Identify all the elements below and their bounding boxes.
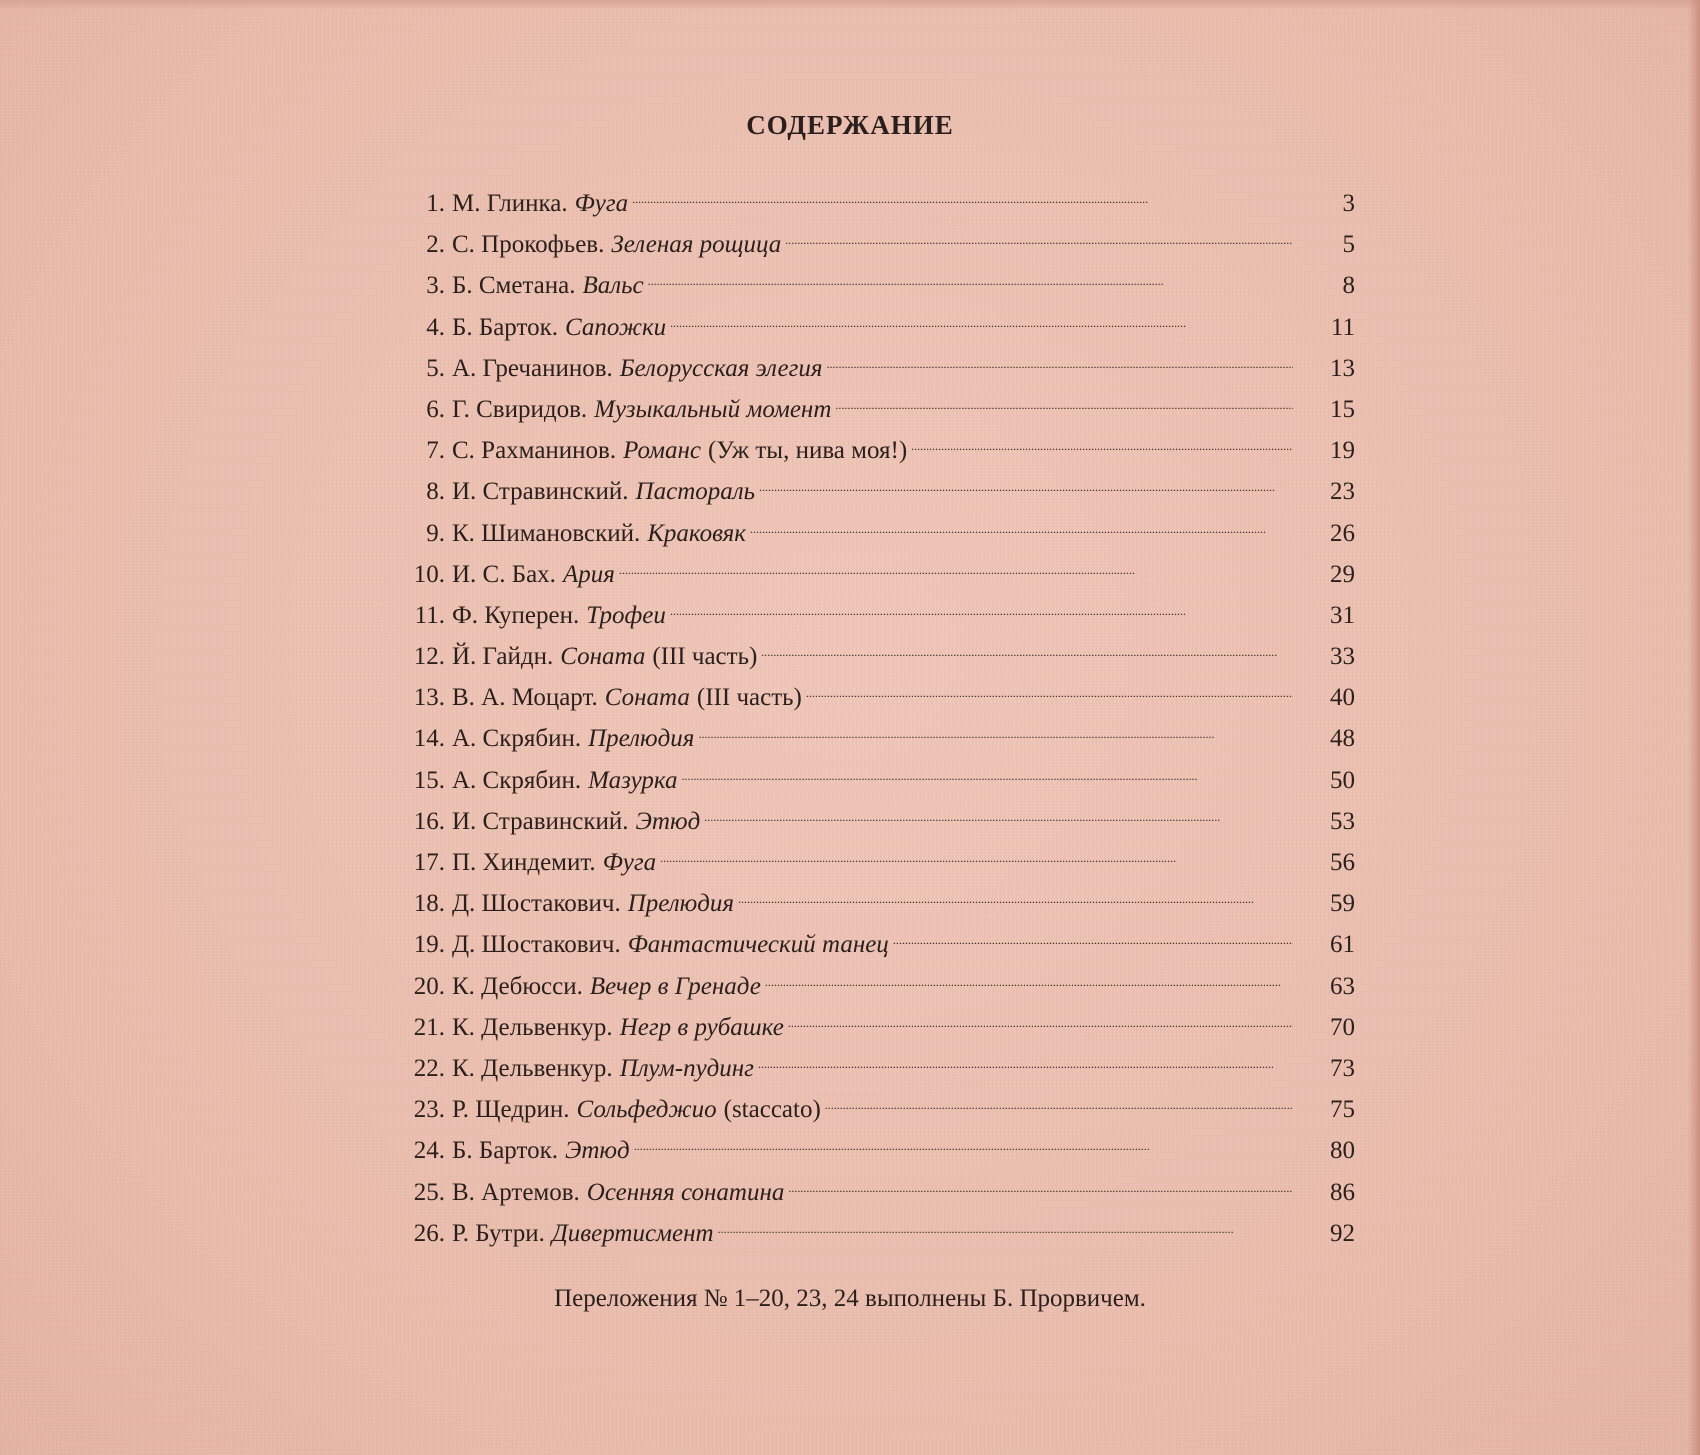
page-top-edge: [0, 0, 1700, 10]
toc-entry: [400, 721, 1355, 762]
entry-work-title: Негр в рубашке: [619, 1013, 784, 1041]
entry-page-number: 73: [1330, 1054, 1355, 1082]
toc-entry: [400, 680, 1355, 721]
entry-number: 21.: [413, 1013, 445, 1041]
entry-composer: И. С. Бах.: [452, 560, 556, 588]
entry-composer: И. Стравинский.: [452, 478, 629, 506]
entry-work-title: Ария: [562, 560, 615, 588]
entry-composer: К. Дебюсси.: [452, 972, 583, 1000]
dot-leader: [698, 721, 1293, 746]
entry-work-title: Сольфеджио: [576, 1096, 717, 1124]
entry-number: 24.: [413, 1137, 445, 1165]
dot-leader: [750, 516, 1293, 541]
entry-number: 10.: [413, 560, 445, 588]
entry-page-number: 11: [1330, 313, 1355, 341]
entry-work-title: Соната: [560, 643, 646, 671]
entry-composer: С. Рахманинов.: [452, 437, 617, 465]
entry-work-title: Пастораль: [635, 478, 756, 506]
toc-entry: [400, 845, 1355, 886]
toc-entry: [400, 927, 1355, 968]
dot-leader: [619, 557, 1293, 582]
entry-work-title: Фуга: [602, 849, 657, 876]
entry-page-number: 56: [1330, 849, 1355, 876]
entry-page-number: 19: [1330, 437, 1355, 465]
entry-composer: А. Скрябин.: [452, 766, 582, 794]
entry-page-number: 75: [1330, 1096, 1355, 1124]
entry-composer: Б. Барток.: [452, 313, 558, 341]
entry-page-number: 59: [1330, 890, 1355, 918]
entry-page-number: 48: [1330, 725, 1355, 753]
entry-work-title: Дивертисмент: [551, 1219, 714, 1247]
entry-work-note: (III часть): [696, 684, 802, 712]
entry-work-title: Осенняя сонатина: [586, 1178, 785, 1206]
entry-number: 22.: [413, 1054, 445, 1082]
table-of-contents: [400, 186, 1355, 1257]
dot-leader: [660, 845, 1293, 870]
toc-entry: [400, 227, 1355, 268]
entry-composer: Б. Барток.: [452, 1137, 558, 1165]
dot-leader: [670, 310, 1293, 335]
entry-number: 1.: [426, 190, 445, 217]
entry-composer: Д. Шостакович.: [452, 890, 621, 918]
entry-page-number: 80: [1330, 1137, 1355, 1165]
dot-leader: [827, 351, 1293, 376]
entry-work-title: Краковяк: [647, 519, 746, 547]
entry-work-title: Плум-пудинг: [619, 1054, 754, 1082]
entry-number: 20.: [413, 972, 445, 1000]
entry-composer: Б. Сметана.: [452, 272, 576, 300]
entry-work-title: Этюд: [564, 1137, 630, 1165]
entry-composer: В. Артемов.: [452, 1178, 580, 1206]
entry-composer: Г. Свиридов.: [452, 395, 588, 423]
entry-work-title: Романс: [623, 437, 701, 465]
entry-number: 19.: [413, 931, 445, 959]
entry-number: 14.: [413, 725, 445, 753]
entry-composer: Д. Шостакович.: [452, 931, 621, 959]
entry-composer: М. Глинка.: [452, 190, 568, 217]
entry-work-title: Мазурка: [588, 766, 678, 794]
toc-entry: [400, 1051, 1355, 1092]
entry-number: 15.: [413, 766, 445, 794]
entry-number: 17.: [413, 849, 445, 876]
dot-leader: [632, 186, 1293, 211]
entry-page-number: 50: [1330, 766, 1355, 794]
dot-leader: [806, 680, 1293, 705]
entry-number: 7.: [426, 437, 445, 465]
entry-work-title: Фуга: [574, 190, 629, 217]
entry-number: 25.: [413, 1178, 445, 1206]
toc-entry: [400, 598, 1355, 639]
entry-page-number: 15: [1330, 395, 1355, 423]
toc-entry: [400, 969, 1355, 1010]
entry-page-number: 26: [1330, 519, 1355, 547]
entry-number: 6.: [426, 395, 445, 423]
dot-leader: [788, 1010, 1293, 1035]
dot-leader: [738, 886, 1293, 911]
entry-number: 18.: [413, 890, 445, 918]
toc-entry: [400, 351, 1355, 392]
entry-number: 12.: [413, 643, 445, 671]
entry-page-number: 61: [1330, 931, 1355, 959]
entry-composer: К. Дельвенкур.: [452, 1013, 613, 1041]
toc-entry: [400, 557, 1355, 598]
toc-entry: [400, 392, 1355, 433]
toc-entry: [400, 1175, 1355, 1216]
toc-entry: [400, 804, 1355, 845]
toc-entry: [400, 1010, 1355, 1051]
toc-entry: [400, 1216, 1355, 1257]
entry-work-title: Белорусская элегия: [619, 354, 823, 382]
entry-page-number: 63: [1330, 972, 1355, 1000]
entry-work-title: Фантастический танец: [627, 931, 889, 959]
toc-entry: [400, 474, 1355, 515]
entry-composer: К. Дельвенкур.: [452, 1054, 613, 1082]
toc-entry: [400, 1092, 1355, 1133]
entry-page-number: 29: [1330, 560, 1355, 588]
dot-leader: [825, 1092, 1293, 1117]
entry-number: 5.: [426, 354, 445, 382]
entry-composer: К. Шимановский.: [452, 519, 641, 547]
dot-leader: [634, 1133, 1293, 1158]
entry-page-number: 40: [1330, 684, 1355, 712]
entry-number: 3.: [426, 272, 445, 300]
toc-entry: [400, 639, 1355, 680]
dot-leader: [704, 804, 1293, 829]
toc-entry: [400, 186, 1355, 227]
entry-composer: Й. Гайдн.: [452, 643, 554, 671]
entry-number: 11.: [414, 601, 445, 629]
entry-page-number: 3: [1342, 190, 1355, 217]
entry-work-title: Трофеи: [586, 601, 666, 629]
entry-number: 9.: [426, 519, 445, 547]
toc-entry: [400, 268, 1355, 309]
arrangement-note: Переложения № 1–20, 23, 24 выполнены Б. Прорвичем.: [554, 1285, 1146, 1312]
entry-page-number: 33: [1330, 643, 1355, 671]
entry-page-number: 31: [1330, 601, 1355, 629]
entry-work-title: Этюд: [635, 807, 701, 835]
entry-work-note: (III часть): [652, 643, 758, 671]
entry-number: 26.: [413, 1219, 445, 1247]
entry-work-title: Соната: [604, 684, 690, 712]
entry-page-number: 86: [1330, 1178, 1355, 1206]
entry-composer: Р. Бутри.: [452, 1219, 545, 1247]
dot-leader: [718, 1216, 1293, 1241]
entry-composer: В. А. Моцарт.: [452, 684, 598, 712]
dot-leader: [758, 1051, 1293, 1076]
entry-composer: С. Прокофьев.: [452, 231, 605, 259]
page-right-edge: [1688, 0, 1700, 1455]
entry-number: 2.: [426, 231, 445, 259]
entry-composer: П. Хиндемит.: [452, 849, 596, 876]
entry-page-number: 13: [1330, 354, 1355, 382]
dot-leader: [911, 433, 1293, 458]
entry-composer: И. Стравинский.: [452, 807, 629, 835]
entry-page-number: 8: [1342, 272, 1355, 300]
entry-number: 16.: [413, 807, 445, 835]
entry-composer: Ф. Куперен.: [452, 601, 580, 629]
entry-work-title: Прелюдия: [588, 725, 695, 753]
dot-leader: [785, 227, 1293, 252]
dot-leader: [682, 763, 1293, 788]
toc-entry: [400, 1133, 1355, 1174]
entry-work-title: Вальс: [582, 272, 644, 300]
entry-work-title: Прелюдия: [627, 890, 735, 918]
entry-page-number: 92: [1330, 1219, 1355, 1247]
entry-number: 13.: [413, 684, 445, 712]
dot-leader: [765, 969, 1293, 994]
dot-leader: [648, 268, 1293, 293]
entry-work-title: Зеленая рощица: [611, 231, 782, 259]
entry-number: 8.: [426, 478, 445, 506]
entry-work-title: Сапожки: [564, 313, 667, 341]
entry-work-note: (Уж ты, нива моя!): [708, 437, 908, 465]
entry-composer: А. Гречанинов.: [452, 354, 613, 382]
toc-entry: [400, 516, 1355, 557]
entry-number: 4.: [426, 313, 445, 341]
dot-leader: [759, 474, 1293, 499]
entry-page-number: 5: [1342, 231, 1355, 259]
entry-work-title: Вечер в Гренаде: [589, 972, 761, 1000]
toc-entry: [400, 310, 1355, 351]
toc-entry: [400, 763, 1355, 804]
entry-page-number: 70: [1330, 1013, 1355, 1041]
dot-leader: [670, 598, 1293, 623]
entry-number: 23.: [413, 1096, 445, 1124]
entry-composer: А. Скрябин.: [452, 725, 582, 753]
toc-entry: [400, 886, 1355, 927]
entry-page-number: 23: [1330, 478, 1355, 506]
dot-leader: [761, 639, 1293, 664]
dot-leader: [835, 392, 1293, 417]
entry-work-note: (staccato): [723, 1096, 821, 1124]
entry-work-title: Музыкальный момент: [594, 395, 832, 423]
entry-composer: Р. Щедрин.: [452, 1096, 570, 1124]
dot-leader: [893, 927, 1293, 952]
entry-page-number: 53: [1330, 807, 1355, 835]
dot-leader: [788, 1175, 1293, 1200]
contents-title: СОДЕРЖАНИЕ: [746, 110, 954, 140]
toc-entry: [400, 433, 1355, 474]
